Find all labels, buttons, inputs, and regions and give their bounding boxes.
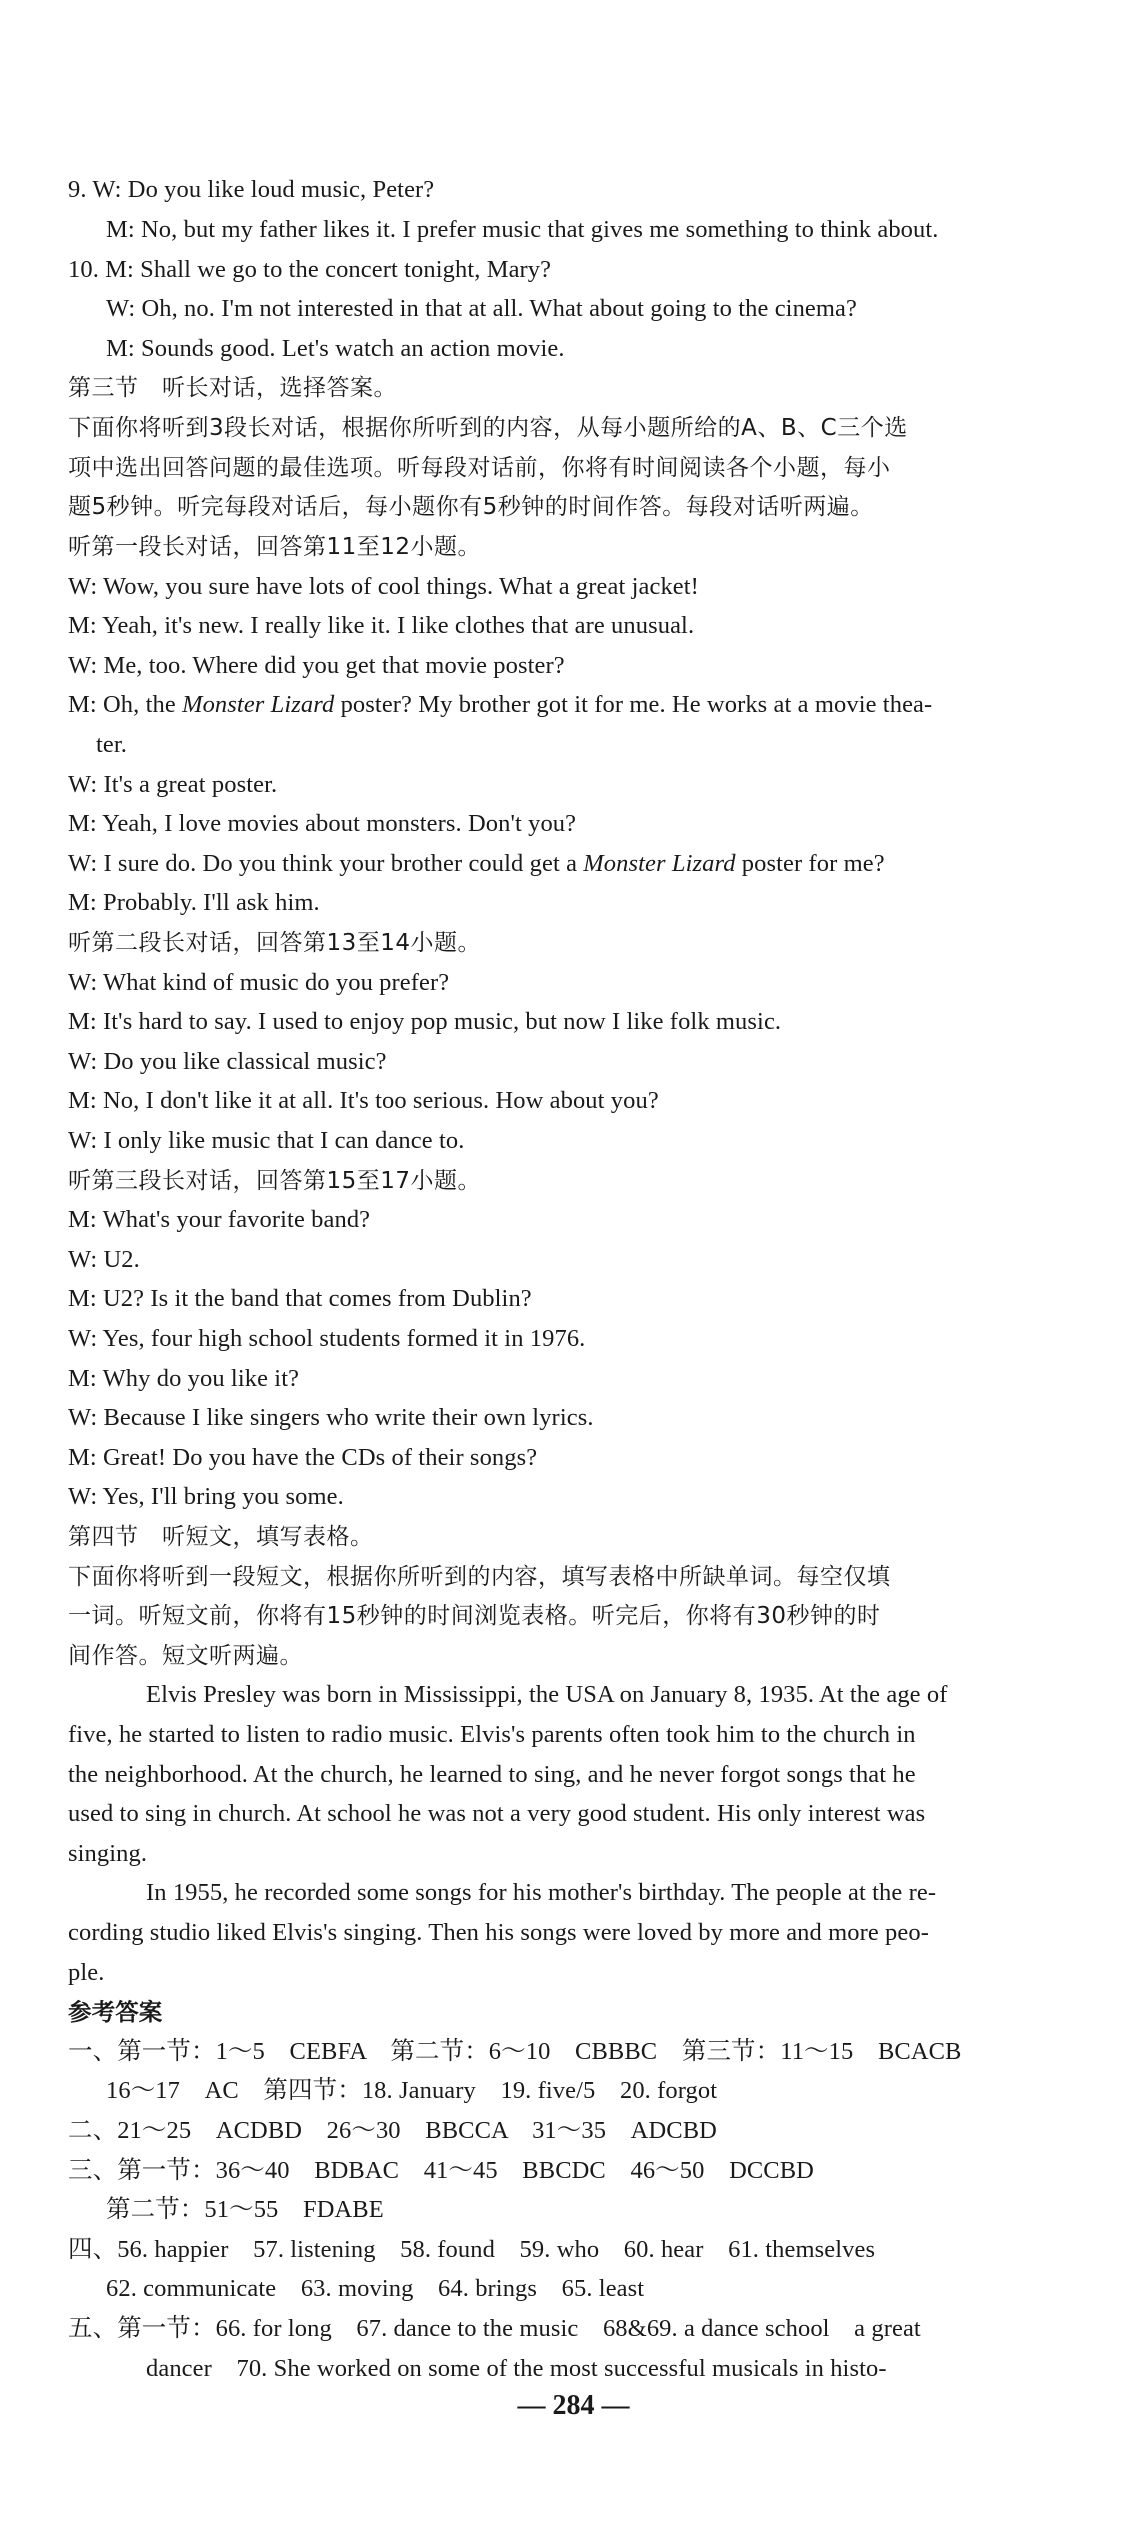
dialogue-line: M: Yeah, it's new. I really like it. I like clothes that are unusual. bbox=[68, 612, 695, 639]
dialogue-line: W: Because I like singers who write their own lyrics. bbox=[68, 1404, 594, 1431]
dialogue-text: poster? My brother got it for me. He works at a movie thea- bbox=[334, 691, 933, 718]
dialogue-line: M: Sounds good. Let's watch an action movie. bbox=[106, 335, 565, 362]
passage-line: used to sing in church. At school he was not a very good student. His only interest was bbox=[68, 1800, 926, 1827]
dialogue-line bbox=[68, 687, 932, 723]
passage-line: five, he started to listen to radio music. Elvis's parents often took him to the church in bbox=[68, 1721, 916, 1748]
dialogue-line: W: Me, too. Where did you get that movie poster? bbox=[68, 652, 565, 679]
page-number: — 284 — bbox=[517, 2390, 630, 2421]
dialogue-line: M: No, I don't like it at all. It's too serious. How about you? bbox=[68, 1087, 659, 1114]
answer-line: 五、第一节：66. for long 67. dance to the music 68&69. a dance school a great bbox=[68, 2315, 921, 2342]
dialogue-line: W: U2. bbox=[68, 1246, 140, 1273]
answer-key-heading: 参考答案 bbox=[68, 1998, 163, 2026]
answer-line: 一、第一节：1～5 CEBFA 第二节：6～10 CBBBC 第三节：11～15 BCACB bbox=[68, 2038, 962, 2065]
dialogue-line: M: Why do you like it? bbox=[68, 1365, 300, 1392]
dialogue-line: 10. M: Shall we go to the concert tonight, Mary? bbox=[68, 256, 552, 283]
dialogue-line: 9. W: Do you like loud music, Peter? bbox=[68, 176, 435, 203]
passage-line: Elvis Presley was born in Mississippi, the USA on January 8, 1935. At the age of bbox=[146, 1681, 948, 1708]
dialogue-line: W: Yes, four high school students formed it in 1976. bbox=[68, 1325, 586, 1352]
instruction-line: 项中选出回答问题的最佳选项。听每段对话前，你将有时间阅读各个小题，每小 bbox=[68, 455, 891, 481]
answer-line: 62. communicate 63. moving 64. brings 65. least bbox=[106, 2275, 645, 2302]
instruction-line: 一词。听短文前，你将有15秒钟的时间浏览表格。听完后，你将有30秒钟的时 bbox=[68, 1603, 881, 1629]
answer-line: 四、56. happier 57. listening 58. found 59. who 60. hear 61. themselves bbox=[68, 2236, 876, 2263]
passage-line: the neighborhood. At the church, he learned to sing, and he never forgot songs that he bbox=[68, 1761, 916, 1788]
dialogue-line: W: Do you like classical music? bbox=[68, 1048, 387, 1075]
dialogue-line: W: Wow, you sure have lots of cool things. What a great jacket! bbox=[68, 573, 699, 600]
passage-line: cording studio liked Elvis's singing. Then his songs were loved by more and more peo- bbox=[68, 1919, 929, 1946]
answer-line: 三、第一节：36～40 BDBAC 41～45 BBCDC 46～50 DCCBD bbox=[68, 2157, 814, 2184]
dialogue-line: M: No, but my father likes it. I prefer music that gives me something to think about. bbox=[106, 216, 939, 243]
dialogue-line: W: What kind of music do you prefer? bbox=[68, 969, 450, 996]
instruction-line: 听第一段长对话，回答第11至12小题。 bbox=[68, 534, 482, 560]
passage-line: ple. bbox=[68, 1959, 105, 1986]
instruction-line: 下面你将听到3段长对话，根据你所听到的内容，从每小题所给的A、B、C三个选 bbox=[68, 415, 908, 441]
answer-line: 16～17 AC 第四节：18. January 19. five/5 20. forgot bbox=[106, 2077, 718, 2104]
dialogue-line bbox=[68, 846, 885, 882]
answer-line: 第二节：51～55 FDABE bbox=[106, 2196, 384, 2223]
passage-line: singing. bbox=[68, 1840, 148, 1867]
dialogue-line: M: Great! Do you have the CDs of their songs? bbox=[68, 1444, 538, 1471]
instruction-line: 听第二段长对话，回答第13至14小题。 bbox=[68, 930, 482, 956]
section-heading: 第四节 听短文，填写表格。 bbox=[68, 1524, 374, 1550]
dialogue-line: W: Oh, no. I'm not interested in that at all. What about going to the cinema? bbox=[106, 295, 858, 322]
dialogue-line: ter. bbox=[96, 731, 128, 758]
instruction-line: 间作答。短文听两遍。 bbox=[68, 1643, 303, 1669]
answer-line: 二、21～25 ACDBD 26～30 BBCCA 31～35 ADCBD bbox=[68, 2117, 717, 2144]
answer-line: dancer 70. She worked on some of the most successful musicals in histo- bbox=[146, 2355, 887, 2382]
dialogue-line: M: U2? Is it the band that comes from Dublin? bbox=[68, 1285, 532, 1312]
dialogue-line: M: Probably. I'll ask him. bbox=[68, 889, 320, 916]
dialogue-line: M: What's your favorite band? bbox=[68, 1206, 371, 1233]
dialogue-line: W: Yes, I'll bring you some. bbox=[68, 1483, 344, 1510]
dialogue-text: M: Oh, the bbox=[68, 691, 183, 718]
dialogue-line: M: It's hard to say. I used to enjoy pop music, but now I like folk music. bbox=[68, 1008, 782, 1035]
instruction-line: 下面你将听到一段短文，根据你所听到的内容，填写表格中所缺单词。每空仅填 bbox=[68, 1564, 891, 1590]
dialogue-line: W: It's a great poster. bbox=[68, 771, 278, 798]
instruction-line: 题5秒钟。听完每段对话后，每小题你有5秒钟的时间作答。每段对话听两遍。 bbox=[68, 494, 874, 520]
movie-title: Monster Lizard bbox=[182, 691, 335, 718]
dialogue-text: poster for me? bbox=[735, 850, 885, 877]
instruction-line: 听第三段长对话，回答第15至17小题。 bbox=[68, 1168, 482, 1194]
section-heading: 第三节 听长对话，选择答案。 bbox=[68, 375, 397, 401]
dialogue-line: M: Yeah, I love movies about monsters. Don't you? bbox=[68, 810, 577, 837]
movie-title: Monster Lizard bbox=[583, 850, 736, 877]
dialogue-line: W: I only like music that I can dance to. bbox=[68, 1127, 465, 1154]
passage-line: In 1955, he recorded some songs for his mother's birthday. The people at the re- bbox=[146, 1879, 937, 1906]
dialogue-text: W: I sure do. Do you think your brother could get a bbox=[68, 850, 584, 877]
